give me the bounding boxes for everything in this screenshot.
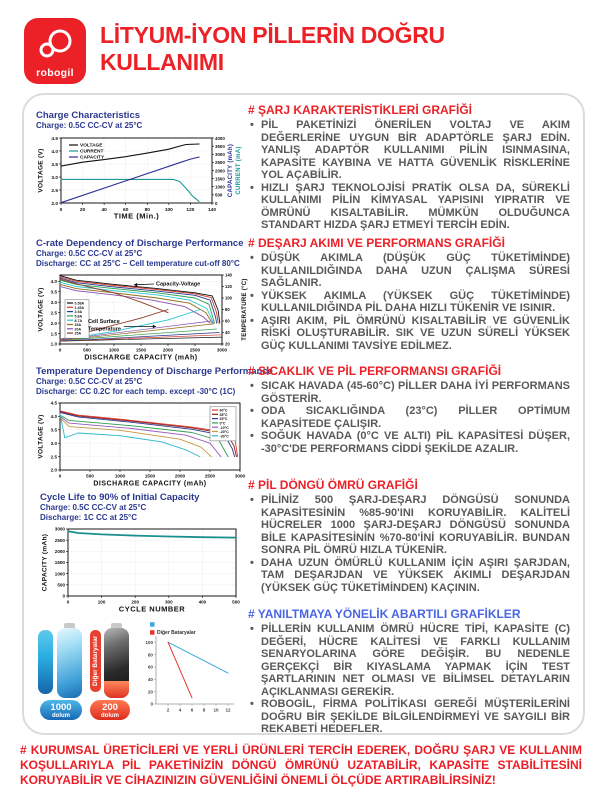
svg-text:-30°C: -30°C [219, 434, 229, 439]
svg-text:10: 10 [213, 707, 219, 713]
svg-text:0: 0 [58, 347, 62, 353]
svg-text:20: 20 [147, 689, 153, 695]
svg-text:2000: 2000 [54, 549, 65, 555]
svg-text:VOLTAGE: VOLTAGE [80, 143, 103, 149]
svg-text:VOLTAGE (V): VOLTAGE (V) [37, 147, 45, 193]
svg-text:1500: 1500 [135, 347, 147, 353]
bullet: • HIZLI ŞARJ TEKNOLOJİSİ PRATİK OLSA DA, SÜREKLİ KULLANIMI PİLİN KİMYASAL YAPISINI YIPRATIR VE ÖMRÜNÜ KISALTABİLİR. MÜMKÜN OLDUĞUNCA STANDART HIZDA ŞARJ ETMEYİ TERCİH EDİN. [248, 182, 570, 232]
svg-text:3.0: 3.0 [50, 440, 57, 446]
footer-note: # KURUMSAL ÜRETİCİLERİ VE YERLİ ÜRÜNLERİ TERCİH EDEREK, DOĞRU ŞARJ VE KULLANIM KOŞULLARIYLA PİL PAKETİNİZİN DÖNGÜ ÖMRÜNÜ UZATABİLİR, KAPASİTE STABİLİTESİNİ KORUYABİLİR VE CİHAZINIZIN GÜVENLİĞİNİ ÖNEMLİ ÖLÇÜDE ARTIRABİLİRSİNİZ! [20, 743, 582, 787]
svg-text:3500: 3500 [215, 143, 225, 149]
svg-text:80: 80 [147, 652, 153, 658]
svg-text:3.5: 3.5 [50, 427, 57, 433]
chart-subtitle: Charge: 0.5C CC-CV at 25°C [36, 249, 143, 258]
page-title [100, 22, 540, 76]
chart-c-rate-discharge [36, 238, 248, 361]
svg-text:20: 20 [225, 341, 230, 347]
fill-unit: dolum [52, 712, 70, 719]
svg-text:500: 500 [86, 473, 94, 479]
chart-subtitle: Charge: 0.5C CC-CV at 25°C [36, 121, 143, 130]
svg-text:1500: 1500 [54, 560, 65, 566]
section-desarj-akimi [248, 236, 570, 352]
svg-text:0.58A: 0.58A [74, 301, 85, 306]
bullet: • DÜŞÜK AKIMLA (DÜŞÜK GÜÇ TÜKETİMİNDE) KULLANILDIĞINDA DAHA UZUN ÇALIŞMA SÜRESİ SAĞLANIR. [248, 252, 570, 290]
svg-text:1000: 1000 [54, 571, 65, 577]
battery-red-fill [104, 681, 129, 698]
svg-text:500: 500 [232, 599, 240, 605]
svg-text:45°C: 45°C [219, 412, 228, 417]
svg-text:2.5: 2.5 [50, 310, 57, 316]
bullet: • SOĞUK HAVADA (0°C VE ALTI) PİL KAPASİTESİ DÜŞER, -30°C'DE PERFORMANS CİDDİ ŞEKİLDE AZALIR. [248, 430, 570, 455]
c-rate-discharge-plot [36, 271, 248, 361]
svg-text:3.0: 3.0 [50, 299, 57, 305]
section-abartili-grafikler [248, 607, 570, 736]
section-heading: # ŞARJ KARAKTERİSTİKLERİ GRAFİĞİ [248, 103, 473, 117]
chart-charge-characteristics [36, 110, 242, 220]
svg-text:20A: 20A [74, 327, 82, 332]
svg-text:3.0: 3.0 [51, 175, 58, 181]
svg-text:4000: 4000 [215, 135, 225, 141]
svg-text:1000: 1000 [114, 473, 126, 479]
brand-degradation-mini-chart [136, 620, 240, 718]
bullet: • ODA SICAKLIĞINDA (23°C) PİLLER OPTİMUM KAPASİTEDE ÇALIŞIR. [248, 405, 570, 430]
label-1000-dolum [40, 700, 82, 720]
svg-text:4: 4 [178, 707, 182, 713]
section-heading: # PİL DÖNGÜ ÖMRÜ GRAFİĞİ [248, 478, 418, 492]
bullet-list [248, 380, 570, 455]
svg-text:20: 20 [79, 207, 86, 213]
svg-text:Temperature: Temperature [88, 326, 121, 333]
svg-text:2.5: 2.5 [50, 454, 57, 460]
svg-text:8.7A: 8.7A [74, 318, 83, 323]
chart-title: Temperature Dependency of Discharge Performance [36, 366, 273, 377]
svg-text:25A: 25A [74, 331, 82, 336]
section-sicaklik-performans [248, 364, 570, 455]
svg-text:0°C: 0°C [219, 421, 226, 426]
svg-text:CURRENT: CURRENT [80, 149, 104, 155]
svg-text:2000: 2000 [174, 473, 186, 479]
svg-text:2.0: 2.0 [51, 201, 58, 207]
title-line-2: KULLANIMI [100, 49, 224, 75]
bullet-list [248, 252, 570, 352]
svg-text:2: 2 [166, 707, 170, 713]
chart-subtitle: Charge: 0.5C CC-CV at 25°C [40, 503, 147, 512]
svg-text:TIME (Min.): TIME (Min.) [113, 211, 160, 220]
svg-text:12: 12 [225, 707, 231, 713]
svg-text:60°C: 60°C [219, 408, 228, 413]
section-heading: # SICAKLIK VE PİL PERFORMANSI GRAFİĞİ [248, 364, 502, 378]
bullet: • PİL PAKETİNİZİ ÖNERİLEN VOLTAJ VE AKIM DEĞERLERİNE UYGUN BİR ADAPTÖRLE ŞARJ EDİN. YANLIŞ ADAPTÖR KULLANIMI PİLİN ISINMASINA, KAPASİTE KAYBINA VE HATTA GÜVENLİK RİSKLERİNE YOL AÇABİLİR. [248, 119, 570, 182]
svg-text:VOLTAGE (V): VOLTAGE (V) [37, 414, 45, 459]
chart-temperature-discharge [36, 366, 273, 487]
svg-text:4.5: 4.5 [50, 400, 57, 406]
svg-text:2000: 2000 [162, 347, 174, 353]
svg-text:120: 120 [186, 207, 195, 213]
svg-text:60: 60 [147, 664, 153, 670]
svg-text:0: 0 [66, 599, 70, 605]
svg-text:40: 40 [101, 207, 107, 213]
svg-text:5.8A: 5.8A [74, 314, 83, 319]
svg-text:8: 8 [202, 707, 206, 713]
bullet: • AŞIRI AKIM, PİL ÖMRÜNÜ KISALTABİLİR VE GÜVENLİK RİSKİ OLUŞTURABİLİR. SIK VE UZUN SÜRELİ YÜKSEK GÜÇ KULLANIMI TAVSİYE EDİLMEZ. [248, 315, 570, 353]
svg-text:1.5: 1.5 [50, 331, 57, 337]
svg-text:3000: 3000 [234, 473, 246, 479]
section-dongu-omru [248, 478, 570, 594]
svg-text:40: 40 [147, 677, 153, 683]
svg-text:500: 500 [83, 347, 91, 353]
svg-text:TEMPERATURE (°C): TEMPERATURE (°C) [242, 278, 248, 341]
svg-text:DISCHARGE CAPACITY (mAh): DISCHARGE CAPACITY (mAh) [93, 480, 207, 487]
svg-text:0: 0 [59, 207, 63, 213]
chart-title: Cycle Life to 90% of Initial Capacity [40, 492, 200, 503]
svg-text:200: 200 [131, 599, 140, 605]
chart-cycle-life [40, 492, 246, 613]
svg-text:140: 140 [207, 207, 217, 213]
svg-text:6: 6 [190, 707, 194, 713]
svg-text:500: 500 [215, 192, 223, 198]
logo-text: robogil [36, 67, 74, 79]
svg-text:3000: 3000 [216, 347, 228, 353]
battery-blue-slim [38, 630, 53, 694]
bullet-list [248, 119, 570, 232]
svg-text:0: 0 [215, 200, 218, 206]
battery-comparison [36, 620, 244, 725]
fill-count: 200 [102, 702, 118, 713]
svg-text:2000: 2000 [215, 167, 225, 173]
section-heading: # DEŞARJ AKIMI VE PERFORMANS GRAFİĞİ [248, 236, 505, 250]
svg-text:3.5: 3.5 [51, 162, 58, 168]
svg-text:500: 500 [57, 582, 65, 588]
svg-text:1000: 1000 [108, 347, 120, 353]
bullet-list [248, 494, 570, 594]
svg-text:400: 400 [198, 599, 207, 605]
svg-text:-20°C: -20°C [219, 430, 229, 435]
chart-subtitle: Charge: 0.5C CC-CV at 25°C [36, 377, 143, 386]
chart-title: C-rate Dependency of Discharge Performance [36, 238, 244, 249]
bullet: • YÜKSEK AKIMLA (YÜKSEK GÜÇ TÜKETİMİNDE) KULLANILDIĞINDA PİL DAHA HIZLI TÜKENİR VE ISINIR. [248, 290, 570, 315]
svg-text:CAPACITY (mAh): CAPACITY (mAh) [41, 533, 49, 592]
svg-text:80: 80 [225, 307, 230, 313]
svg-text:1000: 1000 [215, 184, 225, 190]
robogil-circles-icon [34, 26, 76, 62]
svg-text:1500: 1500 [144, 473, 156, 479]
svg-text:VOLTAGE (V): VOLTAGE (V) [37, 287, 45, 332]
svg-text:2.9A: 2.9A [74, 310, 83, 315]
svg-text:2.0: 2.0 [50, 320, 57, 326]
svg-text:4.0: 4.0 [51, 149, 58, 155]
svg-text:DISCHARGE CAPACITY (mAh): DISCHARGE CAPACITY (mAh) [84, 354, 198, 361]
section-heading: # YANILTMAYA YÖNELİK ABARTILI GRAFİKLER [248, 607, 521, 621]
svg-text:300: 300 [164, 599, 173, 605]
svg-text:2500: 2500 [215, 159, 225, 165]
title-line-1: LİTYUM-İYON PİLLERİN DOĞRU [100, 22, 445, 48]
svg-text:2.5: 2.5 [51, 188, 58, 194]
svg-text:CYCLE NUMBER: CYCLE NUMBER [118, 604, 186, 613]
section-sarj-karakteristikleri [248, 103, 570, 232]
svg-text:4.0: 4.0 [50, 414, 57, 420]
svg-text:3.5: 3.5 [50, 289, 57, 295]
svg-text:2500: 2500 [204, 473, 216, 479]
battery-blue-full [57, 628, 82, 698]
svg-text:100: 100 [225, 295, 232, 301]
svg-text:CURRENT (mA): CURRENT (mA) [236, 145, 242, 195]
svg-text:Cell Surface: Cell Surface [88, 319, 120, 325]
svg-text:3000: 3000 [215, 151, 225, 157]
chart-subtitle: Discharge: CC at 25°C – Cell temperature cut-off 80°C [36, 258, 240, 268]
chart-subtitle: Discharge: 1C CC at 25°C [40, 512, 138, 522]
svg-text:0: 0 [150, 701, 153, 707]
svg-text:CAPACITY (mAh): CAPACITY (mAh) [228, 143, 234, 197]
label-200-dolum [90, 700, 130, 720]
svg-text:1500: 1500 [215, 175, 225, 181]
svg-text:3000: 3000 [54, 526, 65, 532]
svg-text:15A: 15A [74, 323, 82, 328]
svg-text:140: 140 [225, 272, 232, 278]
svg-text:40: 40 [225, 330, 230, 336]
svg-text:100: 100 [97, 599, 106, 605]
cycle-life-plot [40, 525, 246, 613]
svg-text:100: 100 [145, 639, 153, 645]
svg-text:0: 0 [58, 473, 62, 479]
svg-text:2500: 2500 [54, 537, 65, 543]
svg-text:CAPACITY: CAPACITY [80, 155, 105, 161]
bullet: • PİLLERİN KULLANIM ÖMRÜ HÜCRE TİPİ, KAPASİTE (C) DEĞERİ, HÜCRE KALİTESİ VE FARKLI KULLANIM SENARYOLARINA GÖRE DEĞİŞİR. BU NEDENLE GERÇEKÇİ BİR KIYASLAMA YAPMAK İÇİN TEST ŞARTLARININ NET OLMASI VE BİLİMSEL DETAYLARIN AÇIKLANMASI GEREKİR. [248, 623, 570, 698]
bullet: • ROBOGİL, FİRMA POLİTİKASI GEREĞİ MÜŞTERİLERİNİ DOĞRU BİR ŞEKİLDE BİLGİLENDİRMEYİ VE SAYGILI BİR REKABETİ HEDEFLER. [248, 698, 570, 736]
svg-text:2500: 2500 [189, 347, 201, 353]
svg-text:25°C: 25°C [219, 417, 228, 422]
other-batteries-strip-label: Diğer Bataryalar [90, 630, 101, 692]
temperature-discharge-plot [36, 399, 248, 487]
svg-text:4.5: 4.5 [51, 136, 58, 142]
svg-text:60: 60 [123, 207, 129, 213]
bullet: • PİLİNİZ 500 ŞARJ-DEŞARJ DÖNGÜSÜ SONUNDA KAPASİTESİNİN %85-90'INI KORUYABİLİR. KALİTELİ HÜCRELER 1000 ŞARJ-DEŞARJ DÖNGÜSÜ SONUNDA BİLE KAPASİTESİNİN %70-80'İNİ KORUYABİLİR. BUNDAN SONRA PİL ÖMRÜ HIZLA TÜKENİR. [248, 494, 570, 557]
bullet: • DAHA UZUN ÖMÜRLÜ KULLANIM İÇİN AŞIRI ŞARJDAN, TAM DEŞARJDAN VE YÜKSEK AKIMLI DEŞARJDAN (YÜKSEK GÜÇ TÜKETİMİNDEN) KAÇININ. [248, 557, 570, 595]
bullet: • SICAK HAVADA (45-60°C) PİLLER DAHA İYİ PERFORMANS GÖSTERİR. [248, 380, 570, 405]
chart-title: Charge Characteristics [36, 110, 141, 121]
svg-text:2.0: 2.0 [50, 467, 57, 473]
chart-subtitle: Discharge: CC 0.2C for each temp. except -30°C (1C) [36, 386, 236, 396]
svg-text:Diğer Bataryalar: Diğer Bataryalar [157, 630, 196, 636]
svg-text:1.0: 1.0 [50, 341, 57, 347]
svg-text:120: 120 [225, 284, 232, 290]
svg-text:100: 100 [164, 207, 173, 213]
battery-dark-depleted [104, 628, 129, 698]
svg-text:0: 0 [62, 593, 65, 599]
charge-characteristics-plot [36, 134, 242, 220]
svg-text:60: 60 [225, 318, 230, 324]
svg-text:1.45A: 1.45A [74, 305, 85, 310]
svg-text:80: 80 [144, 207, 150, 213]
bullet-list [248, 623, 570, 736]
fill-count: 1000 [50, 702, 72, 713]
svg-text:4.0: 4.0 [50, 279, 57, 285]
robogil-logo [24, 18, 86, 84]
svg-text:-10°C: -10°C [219, 425, 229, 430]
svg-text:Capacity-Voltage: Capacity-Voltage [156, 281, 201, 288]
fill-unit: dolum [101, 712, 119, 719]
